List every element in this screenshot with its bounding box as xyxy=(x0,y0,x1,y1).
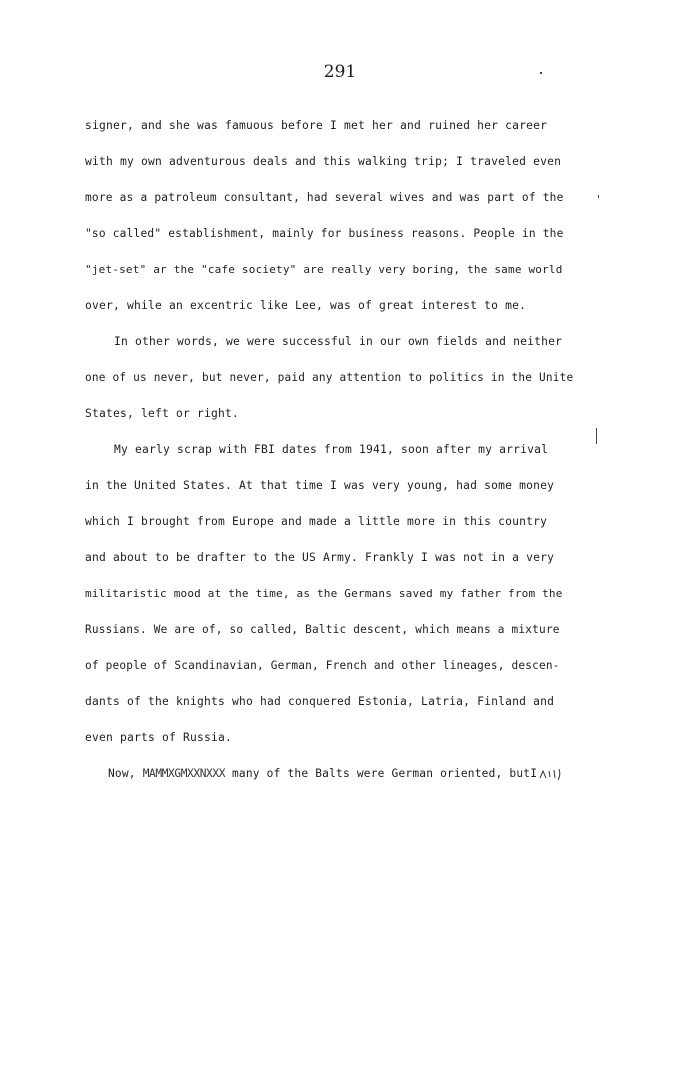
handwritten-mark-icon xyxy=(537,766,583,784)
scan-speck xyxy=(596,428,597,444)
text-line-15: Russians. We are of, so called, Baltic descent, which means a mixture xyxy=(85,623,560,636)
text-line-6: over, while an excentric like Lee, was of great interest to me. xyxy=(85,299,527,312)
text-line-5: "jet-set" ar the "cafe society" are really very boring, the same world xyxy=(85,263,563,276)
scan-speck xyxy=(598,195,599,198)
text-line-10: My early scrap with FBI dates from 1941, soon after my arrival xyxy=(114,443,549,456)
text-line-9: States, left or right. xyxy=(85,407,240,420)
text-line-11: in the United States. At that time I was very young, had some money xyxy=(85,479,555,492)
text-line-7: In other words, we were successful in our own fields and neither xyxy=(114,335,563,348)
text-line-8: one of us never, but never, paid any attention to politics in the Unite xyxy=(85,371,574,384)
text-line-18: even parts of Russia. xyxy=(85,731,233,744)
struck-out-text: MAMMXGMXXNXXX xyxy=(142,767,226,780)
text-line-16: of people of Scandinavian, German, French and other lineages, descen- xyxy=(85,659,560,672)
text-line-2: with my own adventurous deals and this walking trip; I traveled even xyxy=(85,155,562,168)
scan-speck xyxy=(540,72,542,74)
line-start: Now, xyxy=(108,767,136,780)
line-end: I xyxy=(530,767,538,780)
page-number: 291 xyxy=(323,62,357,82)
text-line-13: and about to be drafter to the US Army. Frankly I was not in a very xyxy=(85,551,555,564)
text-line-4: "so called" establishment, mainly for business reasons. People in the xyxy=(85,227,564,240)
text-line-3: more as a patroleum consultant, had several wives and was part of the xyxy=(85,191,564,204)
text-line-17: dants of the knights who had conquered Estonia, Latria, Finland and xyxy=(85,695,555,708)
text-line-19 xyxy=(108,767,537,780)
text-line-14: militaristic mood at the time, as the Germans saved my father from the xyxy=(85,587,563,600)
handwritten-correction: but xyxy=(509,767,531,780)
line-rest: many of the Balts were German oriented, xyxy=(232,767,503,780)
text-line-12: which I brought from Europe and made a little more in this country xyxy=(85,515,548,528)
text-line-1: signer, and she was famuous before I met her and ruined her career xyxy=(85,119,548,132)
